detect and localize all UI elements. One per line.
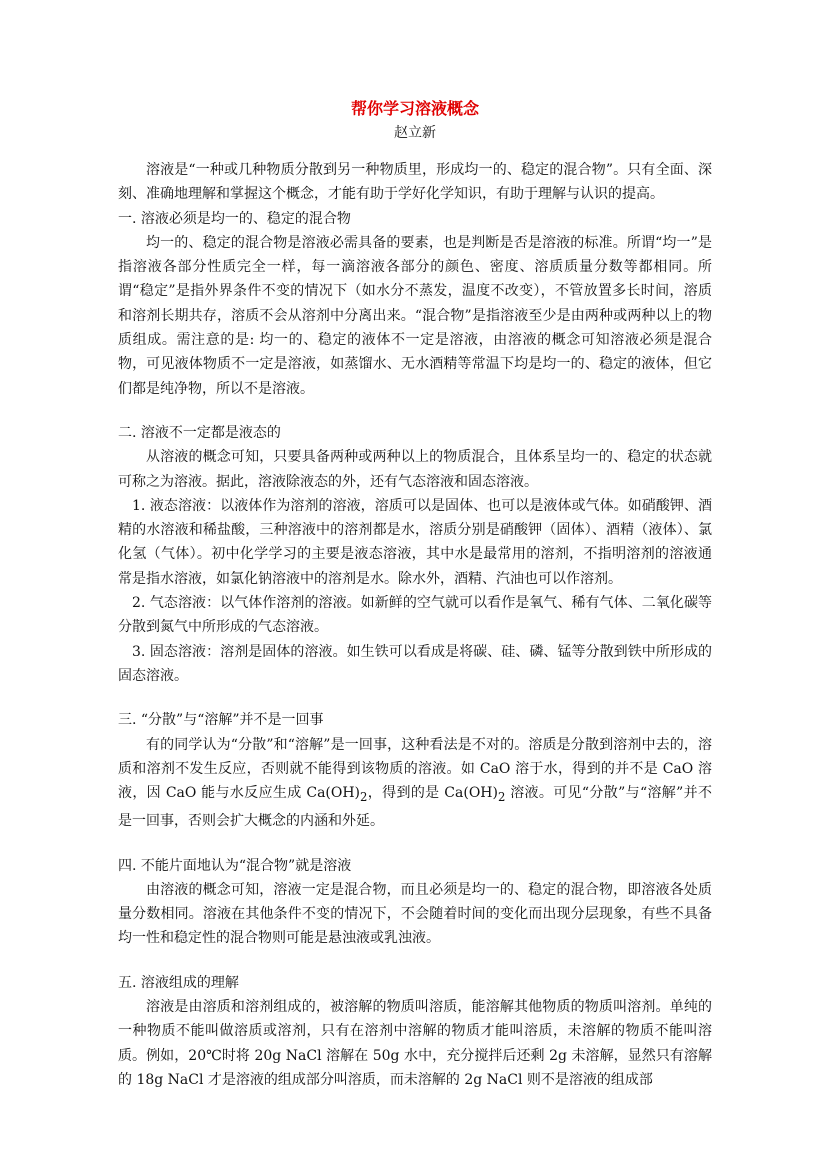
section-3-text-a: 有的同学认为“分散”和“溶解”是一回事，这种看法是不对的。溶质是分散到溶剂中去的，溶质和溶剂不发生反应，否则就不能得到该物质的溶液。如 CaO 溶于水，得到的并不是 CaO 溶液，因 CaO 能与水反应生成 Ca(OH) <box>118 736 712 802</box>
section-3-body <box>118 733 712 834</box>
document-title: 帮你学习溶液概念 <box>350 99 479 118</box>
subscript-2: 2 <box>497 789 506 804</box>
section-1-heading: 一. 溶液必须是均一的、稳定的混合物 <box>118 210 351 227</box>
spacer <box>118 951 712 971</box>
spacer <box>118 834 712 854</box>
section-3-text-c: 溶液。可见“分散”与“溶解”并不是一回事，否则会扩大概念的内涵和外延。 <box>118 785 712 830</box>
section-2-item-3: 3. 固态溶液：溶剂是固体的溶液。如生铁可以看成是将碳、硅、磷、锰等分散到铁中所形成的固态溶液。 <box>118 643 712 684</box>
document-page <box>118 96 712 1092</box>
section-2-item-1: 1. 液态溶液：以液体作为溶剂的溶液，溶质可以是固体、也可以是液体或气体。如硝酸钾、酒精的水溶液和稀盐酸，三种溶液中的溶剂都是水，溶质分别是硝酸钾（固体）、酒精（液体）、氯化氢（气体）。初中化学学习的主要是液态溶液，其中水是最常用的溶剂，不指明溶剂的溶液通常是指水溶液，如氯化钠溶液中的溶剂是水。除水外，酒精、汽油也可以作溶剂。 <box>118 497 712 587</box>
section-5-heading: 五. 溶液组成的理解 <box>118 974 239 991</box>
spacer <box>118 401 712 421</box>
section-3-text-b: ，得到的是 Ca(OH) <box>367 785 498 802</box>
section-1-body: 均一的、稳定的混合物是溶液必需具备的要素，也是判断是否是溶液的标准。所谓“均一”是指溶液各部分性质完全一样，每一滴溶液各部分的颜色、密度、溶质质量分数等都相同。所谓“稳定”是指外界条件不变的情况下（如水分不蒸发，温度不改变），不管放置多长时间，溶质和溶剂长期共存，溶质不会从溶剂中分离出来。“混合物”是指溶液至少是由两种或两种以上的物质组成。需注意的是: 均一的、稳定的液体不一定是溶液，由溶液的概念可知溶液必须是混合物，可见液体物质不一定是溶液，如蒸馏水、无水酒精等常温下均是均一的、稳定的液体，但它们都是纯净物，所以不是溶液。 <box>118 234 712 397</box>
subscript-2: 2 <box>360 789 368 804</box>
section-4-heading: 四. 不能片面地认为“混合物”就是溶液 <box>118 857 352 874</box>
section-2-item-2: 2. 气态溶液：以气体作溶剂的溶液。如新鲜的空气就可以看作是氧气、稀有气体、二氧化碳等分散到氮气中所形成的气态溶液。 <box>118 595 712 636</box>
section-2-heading: 二. 溶液不一定都是液态的 <box>118 424 281 441</box>
section-5-body: 溶液是由溶质和溶剂组成的，被溶解的物质叫溶质，能溶解其他物质的物质叫溶剂。单纯的一种物质不能叫做溶质或溶剂，只有在溶剂中溶解的物质才能叫溶质，未溶解的物质不能叫溶质。例如，20℃时将 20g NaCl 溶解在 50g 水中，充分搅拌后还剩 2g 未溶解，显然只有溶解的 18g NaCl 才是溶液的组成部分叫溶质，而未溶解的 2g NaCl 则不是溶液的组成部 <box>118 999 712 1088</box>
intro-paragraph: 溶液是“一种或几种物质分散到另一种物质里，形成均一的、稳定的混合物”。只有全面、深刻、准确地理解和掌握这个概念，才能有助于学好化学知识，有助于理解与认识的提高。 <box>118 162 712 203</box>
document-author: 赵立新 <box>394 125 436 141</box>
spacer <box>118 688 712 708</box>
section-2-body: 从溶液的概念可知，只要具备两种或两种以上的物质混合，且体系呈均一的、稳定的状态就可称之为溶液。据此，溶液除液态的外，还有气态溶液和固态溶液。 <box>118 449 712 490</box>
section-3-heading: 三. “分散”与“溶解”并不是一回事 <box>118 712 324 729</box>
section-4-body: 由溶液的概念可知，溶液一定是混合物，而且必须是均一的、稳定的混合物，即溶液各处质量分数相同。溶液在其他条件不变的情况下，不会随着时间的变化而出现分层现象，有些不具备均一性和稳定性的混合物则可能是悬浊液或乳浊液。 <box>118 881 712 947</box>
